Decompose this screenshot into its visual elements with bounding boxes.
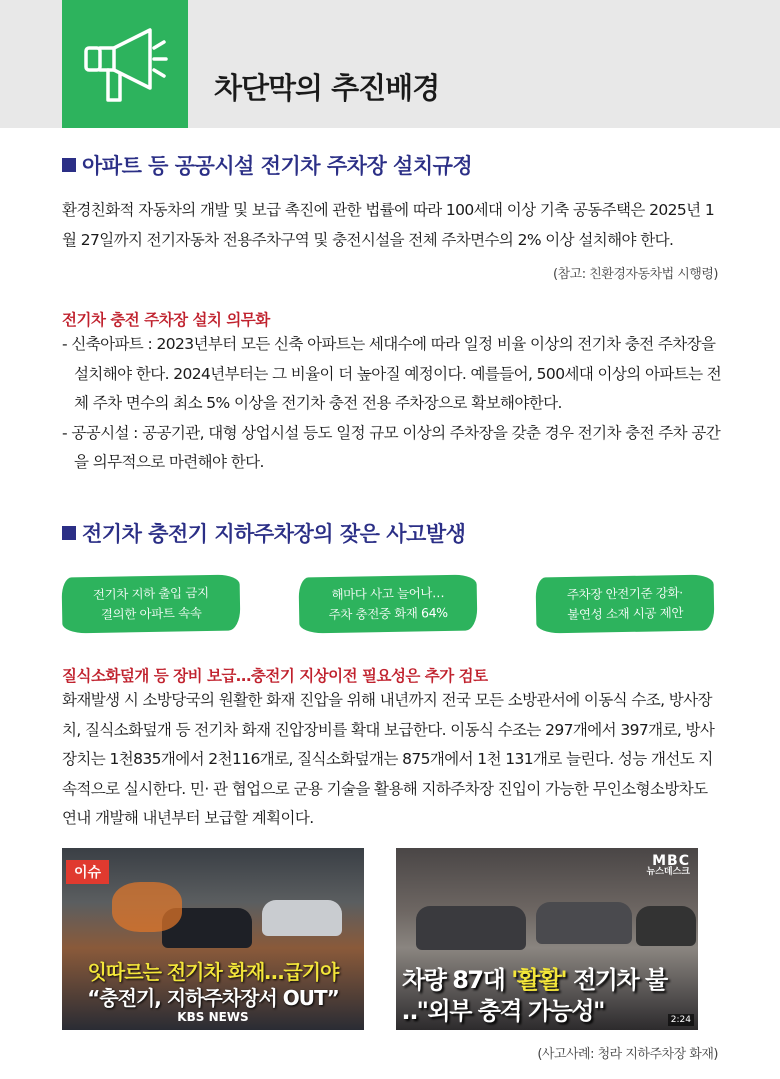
headline-tags xyxy=(62,576,718,632)
headline-part: 전기차 불 xyxy=(566,966,667,994)
logo-text: MBC xyxy=(652,853,690,869)
page-header xyxy=(0,0,780,128)
news-photo-kbs xyxy=(62,848,364,1030)
car-shape xyxy=(536,902,632,944)
square-bullet-icon xyxy=(62,158,76,172)
mandate-heading: 전기차 충전 주차장 설치 의무화 xyxy=(62,311,270,329)
photo-headline-line1 xyxy=(402,960,667,995)
photo-headline-line2: “충전기, 지하주차장서 OUT” xyxy=(87,986,339,1010)
photo-caption: (사고사례: 청라 지하주차장 화재) xyxy=(537,1047,718,1062)
regulation-paragraph: 환경친화적 자동차의 개발 및 보급 촉진에 관한 법률에 따라 100세대 이상 기축 공동주택은 2025년 1월 27일까지 전기자동차 전용주차구역 및 충전시설을 전체 주차면수의 2% 이상 설치해야 한다. xyxy=(62,201,715,249)
car-shape xyxy=(636,906,696,946)
bullet-new-apartments: - 신축아파트 : 2023년부터 모든 신축 아파트는 세대수에 따라 일정 비율 이상의 전기차 충전 주차장을 설치해야 한다. 2024년부터는 그 비율이 더 높아질 예정이다. 예를들어, 500세대 이상의 아파트는 전체 주차 면수의 최소 5% 이상을 전기차 충전 전용 주차장으로 확보해야한다. xyxy=(62,335,722,412)
headline-part: 차량 87대 xyxy=(402,966,512,994)
photo-headline-line1: 잇따르는 전기차 화재…급기야 xyxy=(87,960,339,984)
square-bullet-icon xyxy=(62,526,76,540)
video-duration: 2:24 xyxy=(668,1014,694,1026)
mandate-bullet-list xyxy=(62,330,722,478)
logo-subtext: 뉴스데스크 xyxy=(646,867,690,877)
car-shape xyxy=(416,906,526,950)
broadcaster-logo: KBS NEWS xyxy=(177,1010,249,1024)
tag-line: 주차 충전중 화재 64% xyxy=(328,604,448,623)
headline-tag xyxy=(536,574,715,633)
tag-line: 결의한 아파트 속속 xyxy=(100,605,202,622)
section-title-text: 아파트 등 공공시설 전기차 주차장 설치규정 xyxy=(82,154,473,178)
header-icon-box xyxy=(62,0,188,128)
page-title: 차단막의 추진배경 xyxy=(214,71,440,105)
tag-line: 주차장 안전기준 강화· xyxy=(566,584,683,603)
tag-line: 불연성 소재 시공 제안 xyxy=(567,604,684,623)
headline-tag xyxy=(299,574,478,633)
tag-line: 해마다 사고 늘어나… xyxy=(331,585,445,602)
car-shape xyxy=(262,900,342,936)
section-title-parking-regulation xyxy=(62,150,472,180)
bullet-public-facilities: - 공공시설 : 공공기관, 대형 상업시설 등도 일정 규모 이상의 주차장을 갖춘 경우 전기차 충전 주차 공간을 의무적으로 마련해야 한다. xyxy=(62,423,721,471)
photo-headline-line2: ‥"외부 충격 가능성" xyxy=(402,997,605,1025)
equipment-paragraph: 화재발생 시 소방당국의 원활한 화재 진압을 위해 내년까지 전국 모든 소방관서에 이동식 수조, 방사장치, 질식소화덮개 등 전기차 화재 진압장비를 확대 보급한다. 이동식 수조는 297개에서 397개로, 방사장치는 1천835개에서 2천116개로, 질식소화덮개는 875개에서 1천 131개로 늘린다. 성능 개선도 지속적으로 실시한다. 민· 관 협업으로 군용 기술을 활용해 지하주차장 진입이 가능한 무인소형소방차도 연내 개발해 내년부터 보급할 계획이다. xyxy=(62,691,715,827)
section-title-text: 전기차 충전기 지하주차장의 잦은 사고발생 xyxy=(82,522,466,546)
section-title-accidents xyxy=(62,518,465,548)
equipment-heading: 질식소화덮개 등 장비 보급…충전기 지상이전 필요성은 추가 검토 xyxy=(62,667,488,685)
tag-line: 전기차 지하 출입 금지 xyxy=(92,584,209,603)
megaphone-icon xyxy=(80,22,170,106)
headline-highlight: '활활' xyxy=(511,966,567,994)
issue-badge: 이슈 xyxy=(66,860,109,884)
news-photo-mbc xyxy=(396,848,698,1030)
regulation-reference-note: (참고: 친환경자동차법 시행령) xyxy=(553,267,718,282)
headline-tag xyxy=(62,574,241,633)
fire-shape xyxy=(112,882,182,932)
broadcaster-logo xyxy=(646,853,690,878)
